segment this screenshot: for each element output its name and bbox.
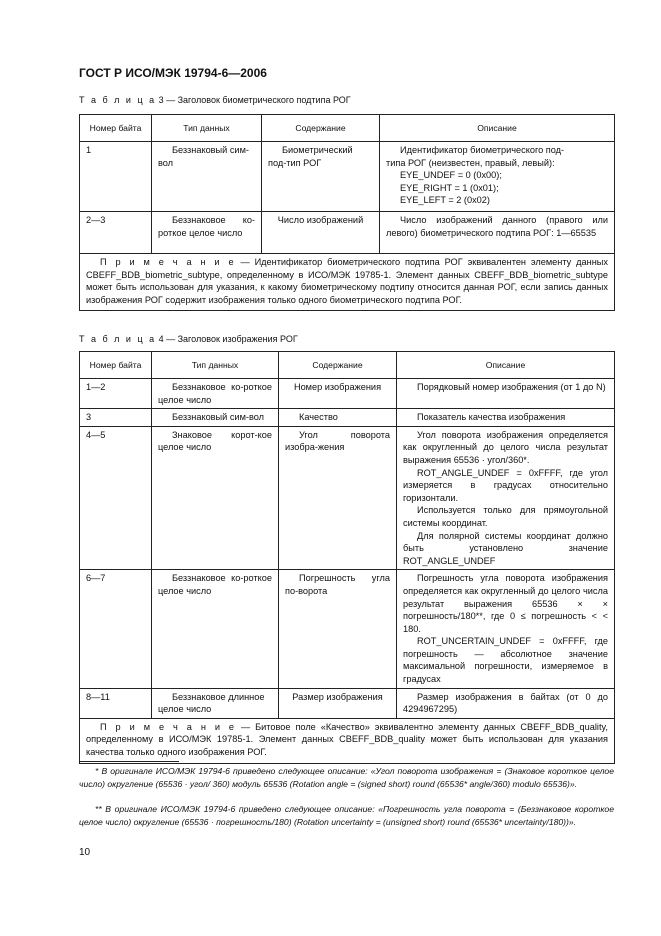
desc-paragraph: Используется только для прямоугольной системы координат. <box>403 505 608 528</box>
desc-paragraph: ROT_ANGLE_UNDEF = 0xFFFF, где угол измеряется в градусах относительно горизонтали. <box>403 467 608 503</box>
note-label: П р и м е ч а н и е <box>100 721 237 732</box>
table3-caption <box>79 95 351 105</box>
desc-line: типа РОГ (неизвестен, правый, левый): <box>386 157 555 168</box>
desc-line: EYE_UNDEF = 0 (0x00); <box>400 170 502 181</box>
table-row <box>80 426 615 570</box>
table3-caption-text: 3 — Заголовок биометрического подтипа РОГ <box>156 95 351 105</box>
cell-byte: 4—5 <box>80 426 152 570</box>
cell-desc <box>380 142 615 212</box>
cell-desc <box>397 570 615 688</box>
table-row <box>80 570 615 688</box>
table3-col-content: Содержание <box>262 115 380 142</box>
table-row <box>80 409 615 427</box>
table4-caption-label: Т а б л и ц а <box>79 334 157 344</box>
cell-desc: Размер изображения в байтах (от 0 до 4294967295) <box>397 688 615 718</box>
desc-paragraph: Угол поворота изображения определяется как округленный до целого числа результат выражения 65536 · угол/360*. <box>403 429 608 465</box>
cell-content: Угол поворота изобра-жения <box>279 426 397 570</box>
desc-paragraph: Для полярной системы координат должно быть установлено значение ROT_ANGLE_UNDEF <box>403 530 608 566</box>
cell-type: Беззнаковое ко-роткое целое число <box>152 570 279 688</box>
table3 <box>79 114 615 311</box>
cell-type: Беззнаковое ко-роткое целое число <box>152 379 279 409</box>
table-row <box>80 379 615 409</box>
note-text: — Битовое поле «Качество» эквивалентно элементу данных CBEFF_BDB_quality, определенному в ИСО/МЭК 19785-1. Элемент данных CBEFF_BDB_quality может быть использован для указания качества только одного изображения РОГ. <box>86 721 608 758</box>
cell-content: Биометрический под-тип РОГ <box>262 142 380 212</box>
cell-desc <box>397 426 615 570</box>
desc-paragraph: Погрешность угла поворота изображения определяется как округленный до целого числа результат выражения 65536 × × погрешность/180**, где 0 ≤ погрешность < < 180. <box>403 573 608 634</box>
cell-content: Число изображений <box>262 212 380 254</box>
cell-byte: 6—7 <box>80 570 152 688</box>
table4-col-byte: Номер байта <box>80 352 152 379</box>
cell-byte: 1 <box>80 142 152 212</box>
table4-header-row <box>80 352 615 379</box>
table4-note <box>80 718 615 763</box>
table4-note-row <box>80 718 615 763</box>
cell-desc: Порядковый номер изображения (от 1 до N) <box>397 379 615 409</box>
document-header: ГОСТ Р ИСО/МЭК 19794-6—2006 <box>79 66 267 80</box>
footnote-1: * В оригинале ИСО/МЭК 19794-6 приведено следующее описание: «Угол поворота изображения = (Знаковое короткое целое число) округление (65536 · угол/ 360) модуль 65536 (Rotation angle = (signed short) round (65536* angle/360) modulo 65536)». <box>79 766 614 789</box>
note-text: — Идентификатор биометрического подтипа РОГ эквивалентен элементу данных CBEFF_BDB_biometric_subtype, определенному в ИСО/МЭК 19785-1. Элемент данных CBEFF_BDB_biometric_subtype может быть использован для указания, к какому биометрическому подтипу относится данная РОГ, если запись данных изображения РОГ содержит изображения только одного биометрического подтипа РОГ. <box>86 257 608 305</box>
table4-col-content: Содержание <box>279 352 397 379</box>
cell-byte: 8—11 <box>80 688 152 718</box>
table3-caption-label: Т а б л и ц а <box>79 95 157 105</box>
note-label: П р и м е ч а н и е <box>100 257 236 267</box>
table3-col-type: Тип данных <box>152 115 262 142</box>
cell-type: Беззнаковое длинное целое число <box>152 688 279 718</box>
cell-type: Знаковое корот-кое целое число <box>152 426 279 570</box>
table3-col-desc: Описание <box>380 115 615 142</box>
table3-note <box>80 254 615 311</box>
cell-desc: Число изображений данного (правого или левого) биометрического подтипа РОГ: 1—65535 <box>380 212 615 254</box>
cell-content: Размер изображения <box>279 688 397 718</box>
footnote-divider <box>79 761 179 762</box>
table3-note-row <box>80 254 615 311</box>
cell-content: Качество <box>279 409 397 427</box>
cell-byte: 2—3 <box>80 212 152 254</box>
table3-header-row <box>80 115 615 142</box>
table4-col-type: Тип данных <box>152 352 279 379</box>
table3-col-byte: Номер байта <box>80 115 152 142</box>
table4 <box>79 351 615 764</box>
desc-paragraph: ROT_UNCERTAIN_UNDEF = 0xFFFF, где погрешность — абсолютное значение максимальной погрешности, измеряемое в градусах <box>403 636 608 685</box>
cell-desc: Показатель качества изображения <box>397 409 615 427</box>
table4-caption <box>79 334 298 344</box>
cell-type: Беззнаковый сим-вол <box>152 142 262 212</box>
desc-line: EYE_LEFT = 2 (0x02) <box>400 195 490 206</box>
cell-content: Погрешность угла по-ворота <box>279 570 397 688</box>
table-row <box>80 142 615 212</box>
cell-type: Беззнаковый сим-вол <box>152 409 279 427</box>
page-number: 10 <box>79 847 91 858</box>
desc-line: Идентификатор биометрического под- <box>400 145 565 155</box>
cell-type: Беззнаковое ко-роткое целое число <box>152 212 262 254</box>
table4-caption-text: 4 — Заголовок изображения РОГ <box>156 334 298 344</box>
table-row <box>80 212 615 254</box>
cell-byte: 3 <box>80 409 152 427</box>
table4-col-desc: Описание <box>397 352 615 379</box>
cell-byte: 1—2 <box>80 379 152 409</box>
cell-content: Номер изображения <box>279 379 397 409</box>
table-row <box>80 688 615 718</box>
desc-line: EYE_RIGHT = 1 (0x01); <box>400 182 499 193</box>
footnote-2: ** В оригинале ИСО/МЭК 19794-6 приведено следующее описание: «Погрешность угла поворота = (Беззнаковое короткое целое число) округление (65536 · погрешность/180) (Rotation uncertainty = (unsigned short) round (65536* uncertainty/180))». <box>79 804 614 827</box>
